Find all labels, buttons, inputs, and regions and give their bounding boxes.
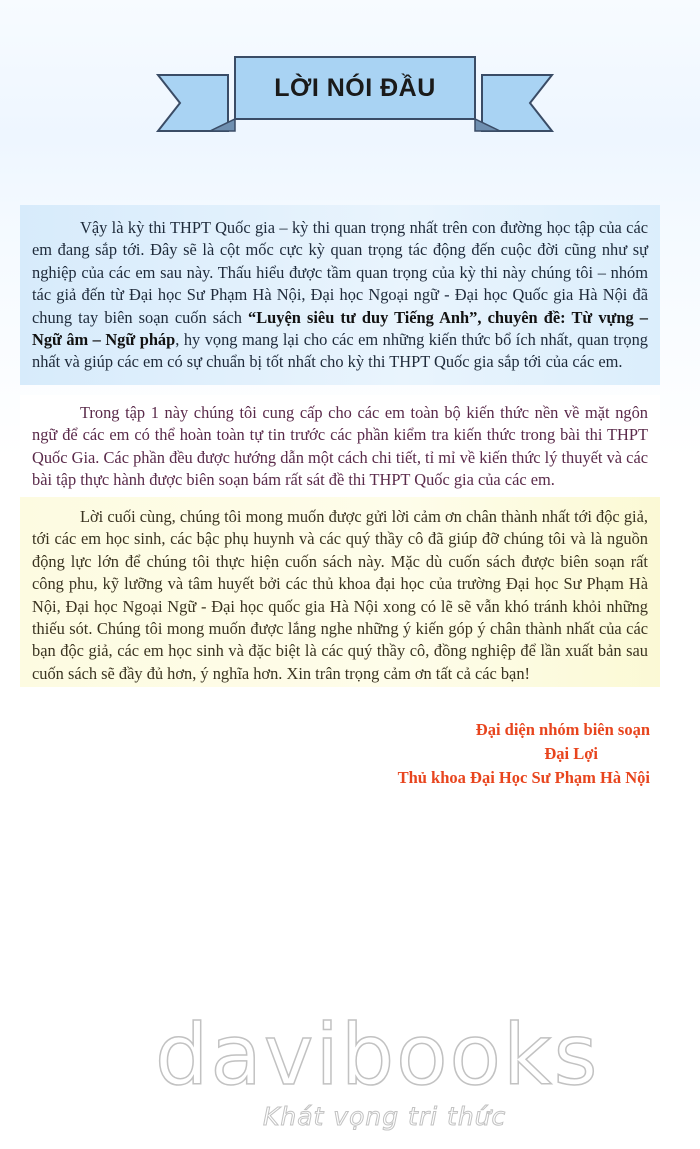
thanks-paragraph-panel	[20, 497, 660, 687]
signature-role: Đại diện nhóm biên soạn	[475, 720, 650, 739]
page-title: LỜI NÓI ĐẦU	[274, 73, 436, 102]
title-ribbon	[150, 45, 560, 140]
signature-name: Đại Lợi	[544, 744, 598, 763]
paragraph-3: Lời cuối cùng, chúng tôi mong muốn được gửi lời cảm ơn chân thành nhất tới độc giả, tới các em học sinh, các bậc phụ huynh và các quý thầy cô đã giúp đỡ chúng tôi và là nguồn động lực lớn để chúng tôi thực hiện cuốn sách này. Mặc dù cuốn sách được biên soạn rất công phu, kỹ lưỡng và tâm huyết bởi các thủ khoa đại học của trường Đại học Sư Phạm Hà Nội, Đại học Ngoại Ngữ - Đại học quốc gia Hà Nội xong có lẽ sẽ vẫn khó tránh khỏi những thiếu sót. Chúng tôi mong muốn được lắng nghe những ý kiến góp ý chân thành nhất của các bạn độc giả, các em học sinh và đặc biệt là các quý thầy cô, đồng nghiệp để lần xuất bản sau cuốn sách sẽ đầy đủ hơn, ý nghĩa hơn. Xin trân trọng cảm ơn tất cả các bạn!	[32, 507, 648, 683]
book-title-emphasis: “Luyện siêu tư duy Tiếng Anh”, chuyên đề: Từ vựng – Ngữ âm – Ngữ pháp	[32, 307, 648, 350]
signature-block	[310, 718, 650, 790]
paragraph-2: Trong tập 1 này chúng tôi cung cấp cho các em toàn bộ kiến thức nền về mặt ngôn ngữ để các em có thể hoàn toàn tự tin trước các phần kiểm tra kiến thức trong bài thi THPT Quốc Gia. Các phần đều được hướng dẫn một cách chi tiết, tỉ mỉ về kiến thức lý thuyết và các bài tập thực hành được biên soạn bám rất sát đề thi THPT Quốc gia của các em.	[32, 403, 648, 490]
paragraph-1	[32, 205, 648, 374]
watermark-brand: davibooks	[155, 1006, 600, 1104]
publisher-watermark	[155, 1006, 600, 1140]
signature-title: Thủ khoa Đại Học Sư Phạm Hà Nội	[397, 768, 650, 787]
intro-paragraph-panel	[20, 205, 660, 385]
watermark-tagline: Khát vọng tri thức	[263, 1102, 507, 1131]
paragraph-1-text-a: Vậy là kỳ thi THPT Quốc gia – kỳ thi quan trọng nhất trên con đường học tập của các em đang sắp tới. Đây sẽ là cột mốc cực kỳ quan trọng tác động đến cuộc đời cũng như sự nghiệp của các em sau này. Thấu hiểu được tầm quan trọng của kỳ thi này chúng tôi – nhóm tác giả đến từ Đại học Sư Phạm Hà Nội, Đại học Ngoại ngữ - Đại học Quốc gia Hà Nội đã chung tay biên soạn cuốn sách	[32, 218, 648, 327]
paragraph-1-text-b: , hy vọng mang lại cho các em những kiến thức bổ ích nhất, quan trọng nhất và giúp các em có sự chuẩn bị tốt nhất cho kỳ thi THPT Quốc gia sắp tới của các em.	[32, 330, 649, 372]
content-paragraph-panel	[20, 395, 660, 495]
